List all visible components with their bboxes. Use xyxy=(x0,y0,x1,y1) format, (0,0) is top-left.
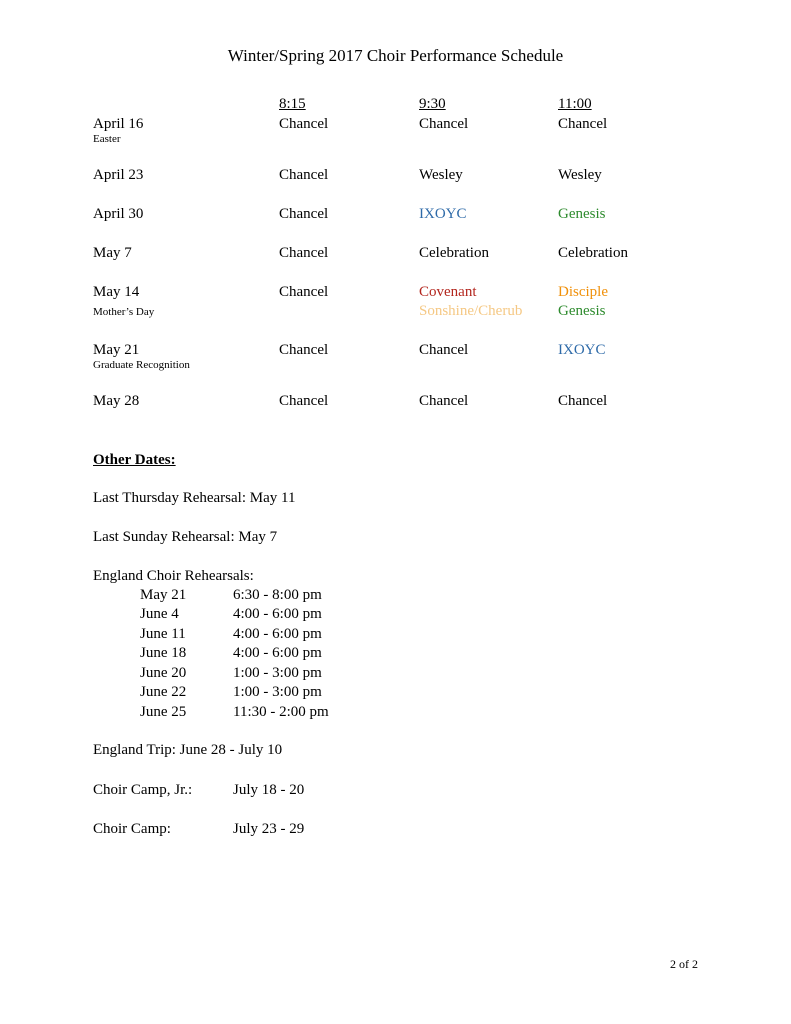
last-sunday-rehearsal: Last Sunday Rehearsal: May 7 xyxy=(93,529,278,545)
choir-camp-jr-label: Choir Camp, Jr.: xyxy=(93,782,193,798)
column-header-930: 9:30 xyxy=(419,96,446,112)
rehearsal-date: June 11 xyxy=(140,626,186,642)
schedule-cell-815: Chancel xyxy=(279,245,329,261)
schedule-cell-930-second: Sonshine/Cherub xyxy=(419,303,523,319)
schedule-date: May 21 xyxy=(93,342,140,358)
rehearsal-time: 4:00 - 6:00 pm xyxy=(233,606,322,622)
rehearsal-time: 6:30 - 8:00 pm xyxy=(233,587,322,603)
schedule-date: May 14 xyxy=(93,284,140,300)
schedule-date: April 23 xyxy=(93,167,144,183)
schedule-cell-1100: Wesley xyxy=(558,167,602,183)
rehearsal-date: June 20 xyxy=(140,665,187,681)
page-number: 2 of 2 xyxy=(670,957,698,971)
schedule-cell-930: Chancel xyxy=(419,116,469,132)
schedule-cell-930: Covenant xyxy=(419,284,477,300)
page-title: Winter/Spring 2017 Choir Performance Schedule xyxy=(227,46,564,65)
schedule-cell-815: Chancel xyxy=(279,393,329,409)
rehearsal-time: 11:30 - 2:00 pm xyxy=(233,704,329,720)
schedule-date: April 30 xyxy=(93,206,144,222)
rehearsal-date: June 25 xyxy=(140,704,187,720)
schedule-cell-815: Chancel xyxy=(279,116,329,132)
schedule-cell-1100: Chancel xyxy=(558,116,608,132)
schedule-cell-930: IXOYC xyxy=(419,206,467,222)
rehearsal-date: June 22 xyxy=(140,684,187,700)
schedule-date: April 16 xyxy=(93,116,144,132)
schedule-cell-930: Chancel xyxy=(419,342,469,358)
column-header-1100: 11:00 xyxy=(558,96,592,112)
rehearsal-date: June 4 xyxy=(140,606,179,622)
schedule-note: Easter xyxy=(93,133,121,145)
rehearsal-date: June 18 xyxy=(140,645,187,661)
rehearsal-time: 4:00 - 6:00 pm xyxy=(233,645,322,661)
schedule-cell-1100-second: Genesis xyxy=(558,303,606,319)
schedule-cell-815: Chancel xyxy=(279,284,329,300)
schedule-cell-815: Chancel xyxy=(279,167,329,183)
schedule-note: Mother’s Day xyxy=(93,306,155,318)
schedule-cell-930: Chancel xyxy=(419,393,469,409)
rehearsal-time: 1:00 - 3:00 pm xyxy=(233,684,322,700)
schedule-cell-815: Chancel xyxy=(279,206,329,222)
choir-camp-dates: July 23 - 29 xyxy=(233,821,305,837)
schedule-cell-930: Celebration xyxy=(419,245,489,261)
schedule-date: May 7 xyxy=(93,245,132,261)
schedule-cell-1100: Chancel xyxy=(558,393,608,409)
other-dates-heading: Other Dates: xyxy=(93,452,176,468)
schedule-cell-1100: IXOYC xyxy=(558,342,606,358)
england-rehearsals-heading: England Choir Rehearsals: xyxy=(93,568,254,584)
rehearsal-time: 4:00 - 6:00 pm xyxy=(233,626,322,642)
schedule-date: May 28 xyxy=(93,393,140,409)
choir-camp-jr-dates: July 18 - 20 xyxy=(233,782,305,798)
schedule-cell-1100: Genesis xyxy=(558,206,606,222)
last-thursday-rehearsal: Last Thursday Rehearsal: May 11 xyxy=(93,490,296,506)
schedule-cell-815: Chancel xyxy=(279,342,329,358)
schedule-cell-1100: Disciple xyxy=(558,284,608,300)
rehearsal-date: May 21 xyxy=(140,587,187,603)
schedule-cell-930: Wesley xyxy=(419,167,463,183)
schedule-note: Graduate Recognition xyxy=(93,359,190,371)
column-header-815: 8:15 xyxy=(279,96,306,112)
schedule-cell-1100: Celebration xyxy=(558,245,628,261)
choir-camp-label: Choir Camp: xyxy=(93,821,171,837)
england-trip: England Trip: June 28 - July 10 xyxy=(93,742,283,758)
rehearsal-time: 1:00 - 3:00 pm xyxy=(233,665,322,681)
